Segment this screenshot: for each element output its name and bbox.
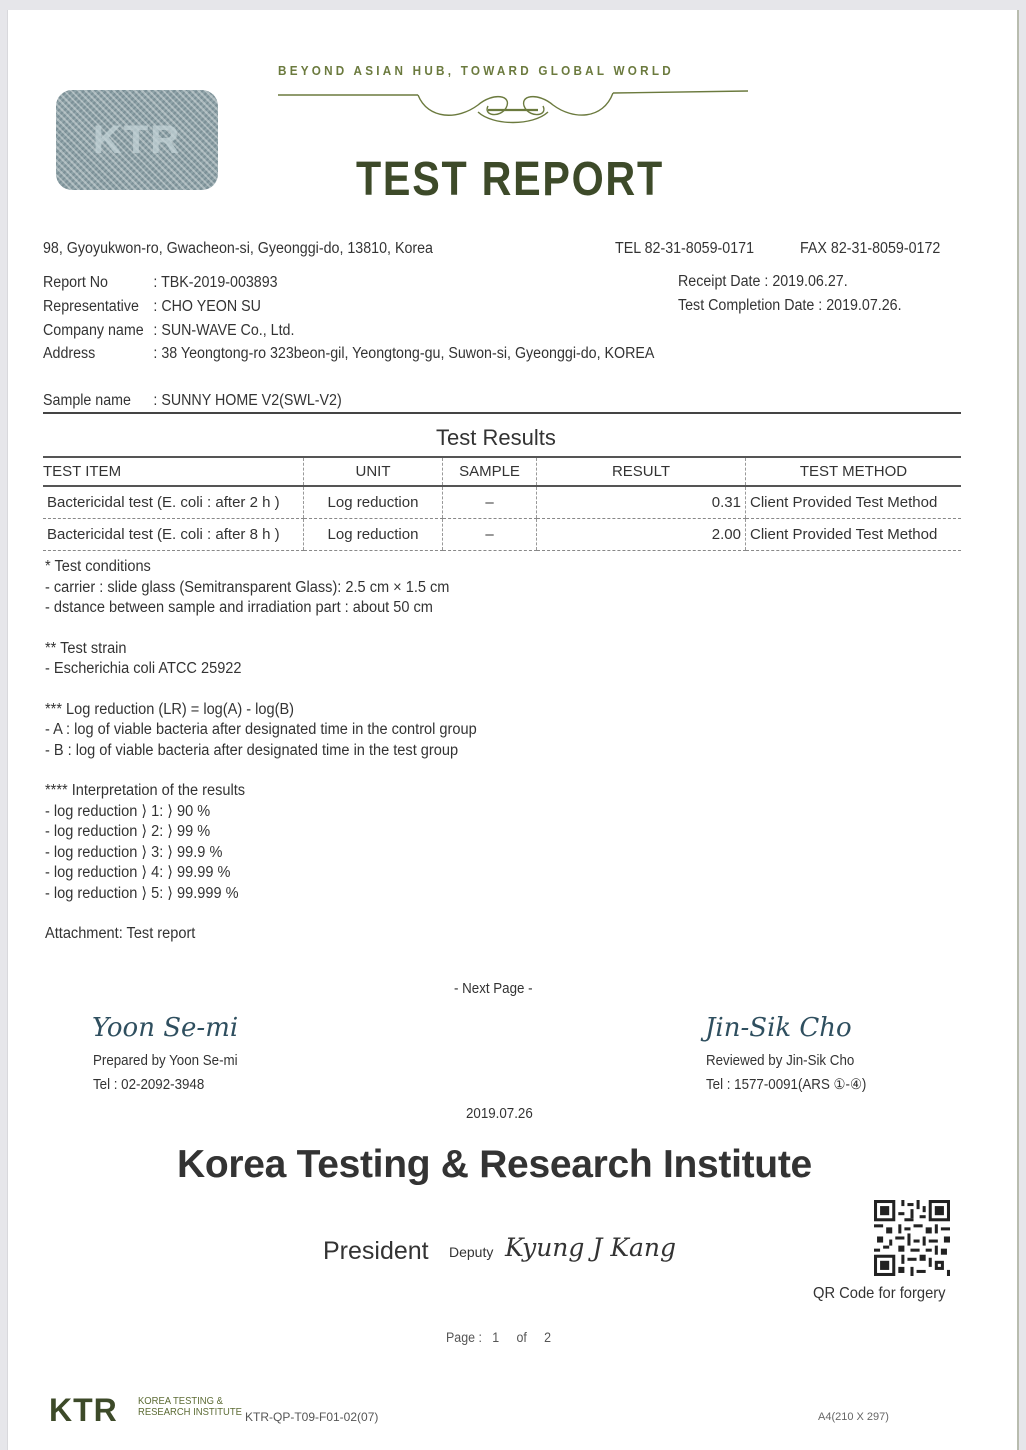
prepared-signature: Yoon Se-mi — [92, 1013, 239, 1043]
interp-line: - log reduction ⟩ 2: ⟩ 99 % — [45, 823, 211, 840]
sample-label: Sample name — [43, 392, 131, 409]
address-value: : 38 Yeongtong-ro 323beon-gil, Yeongtong-gu, Suwon-si, Gyeonggi-do, KOREA — [153, 345, 655, 362]
report-no-row — [43, 274, 278, 292]
table-row — [43, 519, 961, 551]
cell-test-method: Client Provided Test Method — [746, 519, 962, 551]
president-signature: Kyung J Kang — [505, 1233, 677, 1262]
reviewed-signature: Jin-Sik Cho — [705, 1013, 852, 1043]
institute-fax: FAX 82-31-8059-0172 — [800, 240, 941, 257]
qr-code[interactable] — [874, 1200, 950, 1276]
col-sample: SAMPLE — [443, 457, 537, 486]
page-of: of — [516, 1330, 527, 1345]
company-value: : SUN-WAVE Co., Ltd. — [153, 322, 295, 339]
receipt-date: Receipt Date : 2019.06.27. — [678, 273, 848, 290]
interp-line: - log reduction ⟩ 3: ⟩ 99.9 % — [45, 843, 223, 861]
completion-date: Test Completion Date : 2019.07.26. — [678, 297, 902, 314]
condition-line: - carrier : slide glass (Semitransparent Glass): 2.5 cm × 1.5 cm — [45, 578, 450, 596]
address-label: Address — [43, 345, 96, 362]
col-test-item: TEST ITEM — [43, 457, 304, 486]
ornament-divider — [278, 80, 748, 128]
report-date: 2019.07.26 — [466, 1106, 533, 1122]
qr-caption: QR Code for forgery — [813, 1285, 946, 1302]
logo-sub-line: RESEARCH INSTITUTE — [138, 1406, 242, 1418]
interp-line: - log reduction ⟩ 1: ⟩ 90 % — [45, 802, 211, 820]
cell-unit: Log reduction — [304, 519, 443, 551]
cell-sample: – — [443, 486, 537, 519]
report-page — [7, 10, 1019, 1450]
seal-text: KTR — [92, 117, 182, 162]
lr-title: *** Log reduction (LR) = log(A) - log(B) — [45, 700, 295, 718]
form-code: KTR-QP-T09-F01-02(07) — [245, 1410, 379, 1424]
results-table — [43, 456, 961, 551]
next-page-marker: - Next Page - — [454, 981, 533, 997]
sample-value: : SUNNY HOME V2(SWL-V2) — [153, 392, 342, 409]
page-title: TEST REPORT — [356, 153, 664, 206]
cell-sample: – — [443, 519, 537, 551]
company-row — [43, 322, 294, 340]
cell-result: 0.31 — [537, 486, 746, 519]
cell-test-item: Bactericidal test (E. coli : after 8 h ) — [43, 519, 304, 551]
logo-sub-line: KOREA TESTING & — [138, 1395, 223, 1407]
interp-line: - log reduction ⟩ 5: ⟩ 99.999 % — [45, 884, 239, 902]
col-unit: UNIT — [304, 457, 443, 486]
deputy-label: Deputy — [449, 1244, 494, 1260]
page-current: 1 — [492, 1330, 500, 1345]
ktr-logo-subtitle — [138, 1396, 242, 1418]
cell-test-item: Bactericidal test (E. coli : after 2 h ) — [43, 486, 304, 519]
report-no-label: Report No — [43, 274, 109, 291]
slogan: BEYOND ASIAN HUB, TOWARD GLOBAL WORLD — [278, 63, 674, 78]
cell-test-method: Client Provided Test Method — [746, 486, 962, 519]
col-result: RESULT — [537, 457, 746, 486]
interp-line: - log reduction ⟩ 4: ⟩ 99.99 % — [45, 864, 231, 881]
sample-row — [43, 392, 342, 410]
ktr-logo: KTR — [49, 1392, 118, 1428]
page-label: Page : — [446, 1330, 482, 1345]
table-row — [43, 486, 961, 519]
paper-size: A4(210 X 297) — [818, 1411, 889, 1423]
interp-title: **** Interpretation of the results — [45, 782, 246, 799]
cell-result: 2.00 — [537, 519, 746, 551]
reviewed-tel: Tel : 1577-0091(ARS ①-④) — [706, 1077, 867, 1093]
results-header-row — [43, 457, 961, 486]
lr-line: - A : log of viable bacteria after designated time in the control group — [45, 721, 477, 738]
condition-line: - dstance between sample and irradiation part : about 50 cm — [45, 599, 433, 616]
president-title: President — [323, 1237, 429, 1265]
report-no-value: : TBK-2019-003893 — [153, 274, 278, 291]
attachment: Attachment: Test report — [45, 925, 196, 942]
institute-tel: TEL 82-31-8059-0171 — [615, 240, 755, 257]
conditions-title: * Test conditions — [45, 558, 151, 575]
representative-row — [43, 298, 261, 316]
cell-unit: Log reduction — [304, 486, 443, 519]
institute-address: 98, Gyoyukwon-ro, Gwacheon-si, Gyeonggi-do, 13810, Korea — [43, 240, 433, 257]
prepared-tel: Tel : 02-2092-3948 — [93, 1077, 205, 1093]
lr-line: - B : log of viable bacteria after designated time in the test group — [45, 741, 459, 759]
prepared-by: Prepared by Yoon Se-mi — [93, 1053, 238, 1069]
reviewed-by: Reviewed by Jin-Sik Cho — [706, 1053, 855, 1069]
col-test-method: TEST METHOD — [746, 457, 962, 486]
strain-title: ** Test strain — [45, 639, 127, 657]
representative-value: : CHO YEON SU — [153, 298, 261, 315]
hologram-seal — [56, 90, 218, 190]
representative-label: Representative — [43, 298, 139, 315]
strain-line: - Escherichia coli ATCC 25922 — [45, 660, 242, 677]
company-label: Company name — [43, 322, 144, 339]
institute-name: Korea Testing & Research Institute — [177, 1143, 812, 1186]
results-title: Test Results — [436, 425, 556, 450]
test-notes — [45, 557, 477, 945]
page-total: 2 — [544, 1330, 551, 1345]
page-number — [446, 1330, 551, 1345]
address-row — [43, 345, 654, 363]
section-divider — [43, 412, 961, 414]
